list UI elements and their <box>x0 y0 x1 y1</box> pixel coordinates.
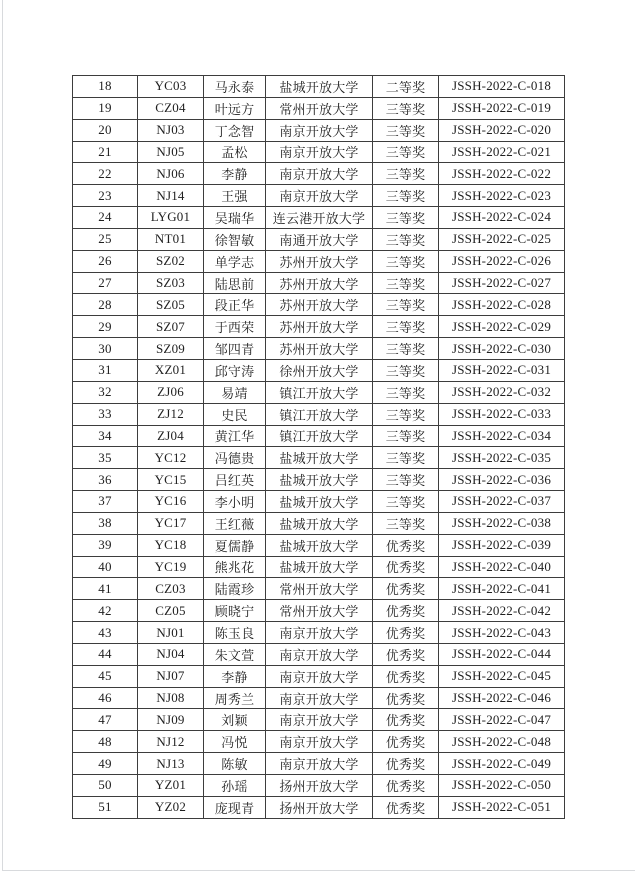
cell-name: 周秀兰 <box>204 687 266 709</box>
cell-award: 三等奖 <box>373 163 439 185</box>
cell-no: 50 <box>73 775 138 797</box>
table-row <box>73 796 565 818</box>
cell-cert: JSSH-2022-C-045 <box>439 665 565 687</box>
cell-cert: JSSH-2022-C-046 <box>439 687 565 709</box>
cell-code: LYG01 <box>138 207 204 229</box>
cell-cert: JSSH-2022-C-031 <box>439 359 565 381</box>
cell-no: 26 <box>73 250 138 272</box>
cell-code: YZ02 <box>138 796 204 818</box>
cell-award: 三等奖 <box>373 185 439 207</box>
cell-award: 优秀奖 <box>373 534 439 556</box>
table-row <box>73 775 565 797</box>
table-row <box>73 622 565 644</box>
cell-school: 南京开放大学 <box>266 709 373 731</box>
table-row <box>73 556 565 578</box>
cell-name: 黄江华 <box>204 425 266 447</box>
cell-name: 孙瑶 <box>204 775 266 797</box>
table-row <box>73 141 565 163</box>
cell-code: NJ05 <box>138 141 204 163</box>
cell-award: 优秀奖 <box>373 643 439 665</box>
cell-school: 扬州开放大学 <box>266 796 373 818</box>
cell-name: 孟松 <box>204 141 266 163</box>
cell-cert: JSSH-2022-C-024 <box>439 207 565 229</box>
cell-no: 38 <box>73 512 138 534</box>
cell-cert: JSSH-2022-C-018 <box>439 76 565 98</box>
cell-no: 44 <box>73 643 138 665</box>
table-row <box>73 643 565 665</box>
cell-name: 刘颖 <box>204 709 266 731</box>
cell-school: 盐城开放大学 <box>266 512 373 534</box>
cell-code: NJ09 <box>138 709 204 731</box>
cell-no: 43 <box>73 622 138 644</box>
cell-cert: JSSH-2022-C-050 <box>439 775 565 797</box>
cell-cert: JSSH-2022-C-038 <box>439 512 565 534</box>
cell-cert: JSSH-2022-C-051 <box>439 796 565 818</box>
cell-name: 李静 <box>204 163 266 185</box>
cell-award: 三等奖 <box>373 425 439 447</box>
table-row <box>73 425 565 447</box>
cell-name: 陈敏 <box>204 753 266 775</box>
table-row <box>73 578 565 600</box>
cell-code: YC17 <box>138 512 204 534</box>
cell-no: 19 <box>73 97 138 119</box>
cell-name: 邱守涛 <box>204 359 266 381</box>
cell-award: 优秀奖 <box>373 622 439 644</box>
cell-code: CZ03 <box>138 578 204 600</box>
cell-no: 41 <box>73 578 138 600</box>
cell-cert: JSSH-2022-C-037 <box>439 491 565 513</box>
cell-name: 单学志 <box>204 250 266 272</box>
cell-code: YZ01 <box>138 775 204 797</box>
cell-code: YC19 <box>138 556 204 578</box>
cell-code: YC16 <box>138 491 204 513</box>
awards-table-body <box>73 76 565 819</box>
table-row <box>73 753 565 775</box>
cell-school: 南京开放大学 <box>266 753 373 775</box>
cell-code: ZJ04 <box>138 425 204 447</box>
cell-code: ZJ06 <box>138 381 204 403</box>
cell-school: 盐城开放大学 <box>266 469 373 491</box>
cell-cert: JSSH-2022-C-048 <box>439 731 565 753</box>
cell-code: YC15 <box>138 469 204 491</box>
cell-no: 30 <box>73 338 138 360</box>
cell-name: 徐智敏 <box>204 228 266 250</box>
table-row <box>73 316 565 338</box>
cell-award: 三等奖 <box>373 250 439 272</box>
cell-cert: JSSH-2022-C-023 <box>439 185 565 207</box>
table-row <box>73 709 565 731</box>
table-row <box>73 512 565 534</box>
cell-no: 51 <box>73 796 138 818</box>
table-row <box>73 687 565 709</box>
cell-name: 陆霞珍 <box>204 578 266 600</box>
cell-name: 熊兆花 <box>204 556 266 578</box>
cell-no: 20 <box>73 119 138 141</box>
cell-award: 三等奖 <box>373 403 439 425</box>
table-row <box>73 250 565 272</box>
cell-name: 李小明 <box>204 491 266 513</box>
cell-name: 王强 <box>204 185 266 207</box>
cell-name: 于西荣 <box>204 316 266 338</box>
cell-school: 扬州开放大学 <box>266 775 373 797</box>
cell-code: NJ13 <box>138 753 204 775</box>
table-row <box>73 403 565 425</box>
cell-award: 三等奖 <box>373 207 439 229</box>
cell-no: 40 <box>73 556 138 578</box>
cell-no: 22 <box>73 163 138 185</box>
cell-award: 三等奖 <box>373 272 439 294</box>
cell-school: 南京开放大学 <box>266 731 373 753</box>
cell-name: 夏儒静 <box>204 534 266 556</box>
cell-no: 35 <box>73 447 138 469</box>
cell-cert: JSSH-2022-C-049 <box>439 753 565 775</box>
cell-cert: JSSH-2022-C-035 <box>439 447 565 469</box>
cell-award: 三等奖 <box>373 97 439 119</box>
table-row <box>73 119 565 141</box>
cell-no: 31 <box>73 359 138 381</box>
table-row <box>73 228 565 250</box>
cell-code: SZ02 <box>138 250 204 272</box>
cell-no: 18 <box>73 76 138 98</box>
cell-name: 冯德贵 <box>204 447 266 469</box>
cell-code: YC18 <box>138 534 204 556</box>
cell-school: 南京开放大学 <box>266 119 373 141</box>
cell-school: 南京开放大学 <box>266 643 373 665</box>
cell-cert: JSSH-2022-C-041 <box>439 578 565 600</box>
cell-code: SZ09 <box>138 338 204 360</box>
cell-cert: JSSH-2022-C-047 <box>439 709 565 731</box>
table-row <box>73 469 565 491</box>
cell-school: 盐城开放大学 <box>266 491 373 513</box>
cell-school: 徐州开放大学 <box>266 359 373 381</box>
page-bottom-edge <box>2 870 635 871</box>
cell-award: 优秀奖 <box>373 753 439 775</box>
cell-cert: JSSH-2022-C-042 <box>439 600 565 622</box>
cell-cert: JSSH-2022-C-032 <box>439 381 565 403</box>
cell-code: NJ14 <box>138 185 204 207</box>
cell-cert: JSSH-2022-C-029 <box>439 316 565 338</box>
cell-award: 优秀奖 <box>373 556 439 578</box>
cell-no: 46 <box>73 687 138 709</box>
cell-award: 三等奖 <box>373 381 439 403</box>
table-row <box>73 76 565 98</box>
cell-school: 镇江开放大学 <box>266 403 373 425</box>
cell-award: 优秀奖 <box>373 600 439 622</box>
cell-name: 段正华 <box>204 294 266 316</box>
cell-no: 21 <box>73 141 138 163</box>
cell-code: CZ04 <box>138 97 204 119</box>
table-row <box>73 381 565 403</box>
cell-code: SZ03 <box>138 272 204 294</box>
cell-school: 南京开放大学 <box>266 665 373 687</box>
cell-cert: JSSH-2022-C-025 <box>439 228 565 250</box>
cell-no: 49 <box>73 753 138 775</box>
cell-award: 优秀奖 <box>373 731 439 753</box>
cell-cert: JSSH-2022-C-040 <box>439 556 565 578</box>
cell-school: 苏州开放大学 <box>266 338 373 360</box>
cell-name: 陆思前 <box>204 272 266 294</box>
cell-cert: JSSH-2022-C-039 <box>439 534 565 556</box>
cell-no: 29 <box>73 316 138 338</box>
cell-no: 23 <box>73 185 138 207</box>
cell-award: 三等奖 <box>373 316 439 338</box>
cell-school: 镇江开放大学 <box>266 425 373 447</box>
cell-award: 优秀奖 <box>373 687 439 709</box>
cell-code: XZ01 <box>138 359 204 381</box>
cell-cert: JSSH-2022-C-027 <box>439 272 565 294</box>
cell-name: 冯悦 <box>204 731 266 753</box>
page-left-edge <box>2 0 3 871</box>
cell-no: 32 <box>73 381 138 403</box>
cell-name: 朱文萱 <box>204 643 266 665</box>
cell-school: 南京开放大学 <box>266 687 373 709</box>
cell-no: 48 <box>73 731 138 753</box>
cell-award: 二等奖 <box>373 76 439 98</box>
cell-cert: JSSH-2022-C-036 <box>439 469 565 491</box>
cell-cert: JSSH-2022-C-021 <box>439 141 565 163</box>
cell-award: 优秀奖 <box>373 709 439 731</box>
cell-no: 33 <box>73 403 138 425</box>
cell-code: SZ05 <box>138 294 204 316</box>
cell-code: NJ03 <box>138 119 204 141</box>
cell-school: 常州开放大学 <box>266 600 373 622</box>
cell-name: 顾晓宁 <box>204 600 266 622</box>
cell-name: 丁念智 <box>204 119 266 141</box>
cell-name: 陈玉良 <box>204 622 266 644</box>
cell-code: YC03 <box>138 76 204 98</box>
cell-school: 常州开放大学 <box>266 578 373 600</box>
cell-award: 三等奖 <box>373 359 439 381</box>
cell-cert: JSSH-2022-C-043 <box>439 622 565 644</box>
cell-cert: JSSH-2022-C-044 <box>439 643 565 665</box>
cell-code: YC12 <box>138 447 204 469</box>
cell-school: 盐城开放大学 <box>266 447 373 469</box>
cell-code: SZ07 <box>138 316 204 338</box>
table-row <box>73 163 565 185</box>
cell-award: 三等奖 <box>373 119 439 141</box>
cell-no: 39 <box>73 534 138 556</box>
cell-no: 28 <box>73 294 138 316</box>
table-row <box>73 207 565 229</box>
cell-no: 24 <box>73 207 138 229</box>
cell-name: 史民 <box>204 403 266 425</box>
cell-school: 南京开放大学 <box>266 185 373 207</box>
table-row <box>73 665 565 687</box>
cell-cert: JSSH-2022-C-022 <box>439 163 565 185</box>
cell-cert: JSSH-2022-C-020 <box>439 119 565 141</box>
table-row <box>73 447 565 469</box>
cell-cert: JSSH-2022-C-026 <box>439 250 565 272</box>
cell-no: 25 <box>73 228 138 250</box>
cell-award: 三等奖 <box>373 512 439 534</box>
cell-no: 47 <box>73 709 138 731</box>
cell-award: 三等奖 <box>373 469 439 491</box>
cell-school: 苏州开放大学 <box>266 316 373 338</box>
cell-school: 常州开放大学 <box>266 97 373 119</box>
cell-code: CZ05 <box>138 600 204 622</box>
cell-code: NJ08 <box>138 687 204 709</box>
cell-cert: JSSH-2022-C-028 <box>439 294 565 316</box>
cell-name: 邹四青 <box>204 338 266 360</box>
table-row <box>73 294 565 316</box>
cell-code: NJ07 <box>138 665 204 687</box>
cell-school: 镇江开放大学 <box>266 381 373 403</box>
cell-name: 叶远方 <box>204 97 266 119</box>
cell-no: 34 <box>73 425 138 447</box>
table-row <box>73 534 565 556</box>
table-row <box>73 272 565 294</box>
cell-name: 马永泰 <box>204 76 266 98</box>
cell-award: 优秀奖 <box>373 796 439 818</box>
cell-cert: JSSH-2022-C-019 <box>439 97 565 119</box>
cell-school: 苏州开放大学 <box>266 272 373 294</box>
table-row <box>73 600 565 622</box>
cell-no: 27 <box>73 272 138 294</box>
cell-code: ZJ12 <box>138 403 204 425</box>
cell-school: 苏州开放大学 <box>266 294 373 316</box>
cell-school: 盐城开放大学 <box>266 534 373 556</box>
cell-school: 盐城开放大学 <box>266 76 373 98</box>
awards-table <box>72 75 565 819</box>
cell-award: 三等奖 <box>373 294 439 316</box>
cell-name: 易靖 <box>204 381 266 403</box>
cell-award: 三等奖 <box>373 141 439 163</box>
cell-school: 苏州开放大学 <box>266 250 373 272</box>
cell-code: NJ01 <box>138 622 204 644</box>
cell-code: NJ06 <box>138 163 204 185</box>
cell-award: 优秀奖 <box>373 665 439 687</box>
table-row <box>73 359 565 381</box>
cell-name: 李静 <box>204 665 266 687</box>
table-row <box>73 491 565 513</box>
cell-code: NT01 <box>138 228 204 250</box>
cell-school: 南京开放大学 <box>266 163 373 185</box>
cell-name: 吕红英 <box>204 469 266 491</box>
cell-no: 42 <box>73 600 138 622</box>
cell-school: 连云港开放大学 <box>266 207 373 229</box>
cell-award: 优秀奖 <box>373 578 439 600</box>
table-row <box>73 338 565 360</box>
cell-award: 三等奖 <box>373 491 439 513</box>
cell-school: 盐城开放大学 <box>266 556 373 578</box>
cell-cert: JSSH-2022-C-030 <box>439 338 565 360</box>
cell-no: 36 <box>73 469 138 491</box>
cell-name: 吴瑞华 <box>204 207 266 229</box>
cell-code: NJ04 <box>138 643 204 665</box>
cell-cert: JSSH-2022-C-033 <box>439 403 565 425</box>
cell-award: 三等奖 <box>373 447 439 469</box>
cell-no: 45 <box>73 665 138 687</box>
cell-school: 南京开放大学 <box>266 622 373 644</box>
cell-award: 三等奖 <box>373 228 439 250</box>
cell-code: NJ12 <box>138 731 204 753</box>
table-row <box>73 185 565 207</box>
cell-award: 三等奖 <box>373 338 439 360</box>
cell-cert: JSSH-2022-C-034 <box>439 425 565 447</box>
cell-name: 庞现青 <box>204 796 266 818</box>
cell-award: 优秀奖 <box>373 775 439 797</box>
cell-school: 南通开放大学 <box>266 228 373 250</box>
table-row <box>73 731 565 753</box>
table-row <box>73 97 565 119</box>
cell-no: 37 <box>73 491 138 513</box>
cell-school: 南京开放大学 <box>266 141 373 163</box>
cell-name: 王红薇 <box>204 512 266 534</box>
